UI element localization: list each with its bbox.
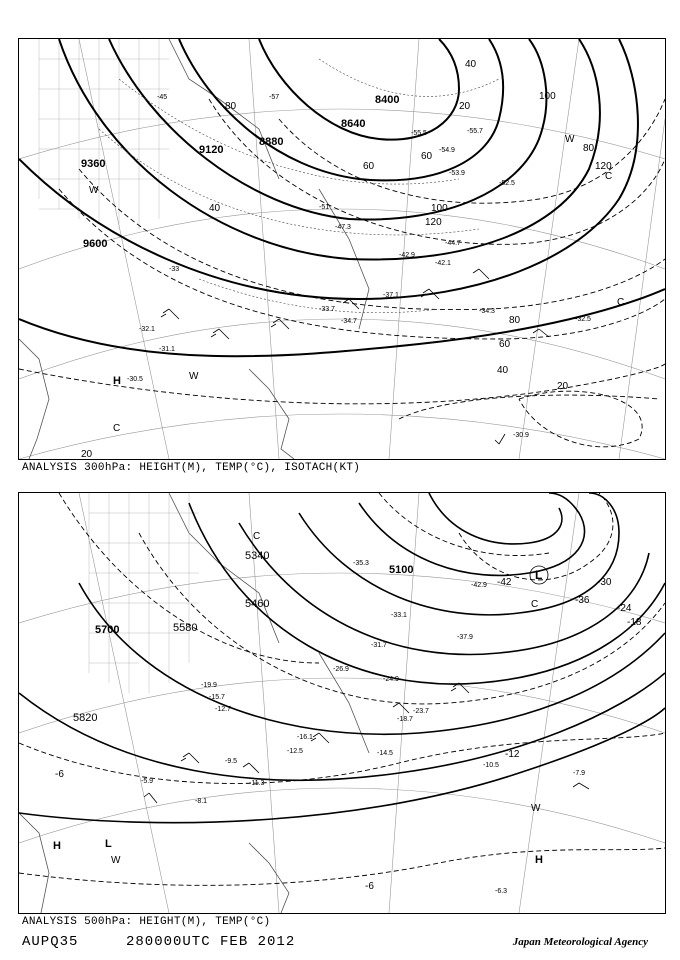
temp-label: -34.7	[341, 318, 357, 325]
temp-contour-label: -12	[505, 749, 520, 760]
obs-label: -7.9	[573, 770, 586, 777]
map-panel-300hpa	[18, 38, 666, 460]
isotach-label: 80	[509, 315, 521, 326]
warm-center-label: W	[189, 371, 199, 382]
height-label: 8640	[341, 118, 366, 130]
temp-label: -52.5	[499, 180, 515, 187]
temp-label: -44.7	[445, 240, 461, 247]
obs-label: -12.5	[287, 748, 303, 755]
temp-label: -32.5	[575, 316, 591, 323]
isotach-label: 60	[499, 339, 511, 350]
temp-label: -31.1	[159, 346, 175, 353]
map-panel-500hpa	[18, 492, 666, 914]
height-label: 5700	[95, 624, 120, 636]
obs-label: -33.1	[391, 612, 407, 619]
high-center-label: H	[535, 854, 543, 866]
low-center-label: L	[105, 838, 112, 850]
height-contours	[19, 39, 665, 356]
warm-center-label: W	[531, 803, 541, 814]
isotach-label: 100	[431, 203, 448, 214]
temp-label: -32.1	[139, 326, 155, 333]
coastline	[19, 493, 369, 913]
obs-label: -19.9	[201, 682, 217, 689]
obs-label: -11.3	[249, 780, 265, 787]
temp-label: -47.3	[335, 224, 351, 231]
hatch-region	[39, 39, 169, 229]
isotach-label: 20	[459, 101, 471, 112]
temp-label: -57	[269, 94, 280, 101]
temp-contour-label: -18	[627, 617, 642, 628]
isotach-label: 120	[425, 217, 442, 228]
temp-contour-label: -6	[55, 769, 64, 780]
obs-label: -23.7	[413, 708, 429, 715]
obs-label: -26.9	[333, 666, 349, 673]
temp-contour-label: -30	[597, 577, 612, 588]
warm-center-label: W	[89, 185, 99, 196]
obs-label: -16.1	[297, 734, 313, 741]
temp-label: -55.5	[411, 130, 427, 137]
isotach-label: 40	[465, 59, 477, 70]
isotach-contours	[19, 99, 665, 447]
cold-center-label: C	[531, 599, 539, 610]
height-label: 9120	[199, 144, 224, 156]
cold-center-label: C	[113, 423, 121, 434]
temp-contour-label: -36	[575, 595, 590, 606]
obs-label: -15.7	[209, 694, 225, 701]
height-label: 9600	[83, 238, 108, 250]
temp-label: -37.1	[383, 292, 399, 299]
height-label: 8400	[375, 94, 400, 106]
obs-label: -12.7	[215, 706, 231, 713]
cold-center-label: C	[605, 171, 613, 182]
temp-contour-label: -6	[365, 881, 374, 892]
isotach-label: 20	[81, 449, 93, 459]
high-center-label: H	[53, 840, 61, 852]
obs-label: -31.7	[371, 642, 387, 649]
obs-label: -14.5	[377, 750, 393, 757]
high-center-label: H	[113, 375, 121, 387]
obs-label: -6.3	[495, 888, 508, 895]
obs-label: -24.9	[383, 676, 399, 683]
temp-label: -42.9	[399, 252, 415, 259]
valid-time: 280000UTC FEB 2012	[126, 934, 296, 950]
temp-label: -30.9	[513, 432, 529, 439]
map-500hpa-svg	[19, 493, 665, 913]
height-label: 5820	[73, 712, 98, 724]
isotach-label: 60	[363, 161, 375, 172]
warm-center-label: W	[565, 134, 575, 145]
caption-500hpa: ANALYSIS 500hPa: HEIGHT(M), TEMP(°C)	[22, 916, 271, 928]
caption-300hpa: ANALYSIS 300hPa: HEIGHT(M), TEMP(°C), ISOTACH(KT)	[22, 462, 361, 474]
obs-label: -10.5	[483, 762, 499, 769]
graticule	[19, 39, 665, 459]
isotach-label: 80	[583, 143, 595, 154]
temp-label: -33	[169, 266, 180, 273]
obs-label: -35.3	[353, 560, 369, 567]
obs-label: -42.9	[471, 582, 487, 589]
temp-label: -55.7	[467, 128, 483, 135]
temp-label: -34.3	[479, 308, 495, 315]
temp-label: -54.9	[439, 147, 455, 154]
height-contours	[19, 493, 665, 823]
wind-barbs	[144, 683, 589, 803]
height-label: 5580	[173, 622, 198, 634]
isotach-label: 40	[209, 203, 221, 214]
coastline	[19, 39, 369, 459]
obs-label: -18.7	[397, 716, 413, 723]
cold-center-label: C	[617, 297, 625, 308]
temp-label: -45	[157, 94, 168, 101]
map-300hpa-svg	[19, 39, 665, 459]
warm-center-label: W	[111, 855, 121, 866]
height-label: 5340	[245, 550, 270, 562]
height-label: 9360	[81, 158, 106, 170]
isotach-label: 40	[497, 365, 509, 376]
obs-label: -5.9	[141, 778, 154, 785]
temp-contour-label: -42	[497, 577, 512, 588]
height-label: 5460	[245, 598, 270, 610]
agency-name: Japan Meteorological Agency	[512, 936, 648, 948]
temp-label: -42.1	[435, 260, 451, 267]
temp-contour-label: -24	[617, 603, 632, 614]
isotach-label: 80	[225, 101, 237, 112]
obs-label: -8.1	[195, 798, 208, 805]
height-label: 5100	[389, 564, 414, 576]
temp-label: -33.7	[319, 306, 335, 313]
temp-label: -53.9	[449, 170, 465, 177]
chart-code: AUPQ35	[22, 934, 79, 950]
height-label: 8880	[259, 136, 284, 148]
temp-label: -51	[319, 204, 330, 211]
temp-contours	[19, 493, 665, 885]
obs-label: -37.9	[457, 634, 473, 641]
graticule	[19, 493, 665, 913]
isotach-label: 100	[539, 91, 556, 102]
cold-center-label: C	[253, 531, 261, 542]
isotach-label: 120	[595, 161, 612, 172]
low-center-label: L	[535, 568, 543, 582]
obs-label: -9.5	[225, 758, 238, 765]
isotach-label: 60	[421, 151, 433, 162]
isotach-label: 20	[557, 381, 569, 392]
temp-label: -30.5	[127, 376, 143, 383]
